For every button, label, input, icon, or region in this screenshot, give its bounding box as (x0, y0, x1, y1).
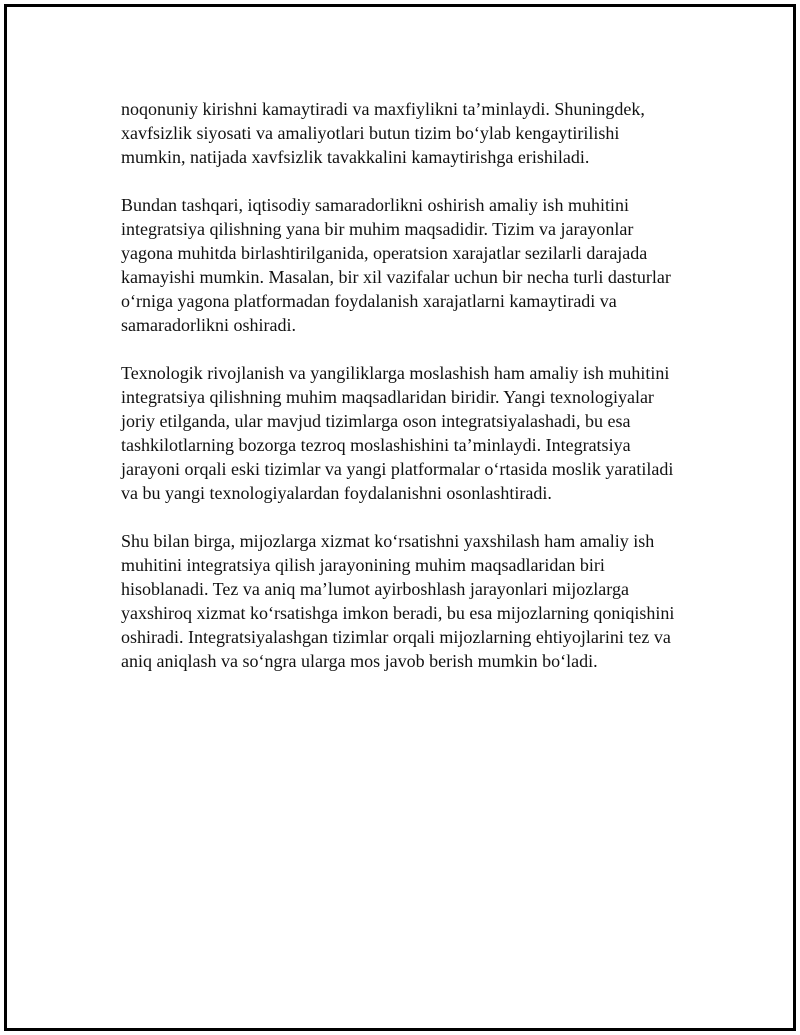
paragraph-economic-efficiency: Bundan tashqari, iqtisodiy samaradorlikni oshirish amaliy ish muhitini integratsiya qilishning yana bir muhim maqsadidir. Tizim va jarayonlar yagona muhitda birlashtirilganida, operatsion xarajatlar sezilarli darajada kamayishi mumkin. Masalan, bir xil vazifalar uchun bir necha turli dasturlar o‘rniga yagona platformadan foydalanish xarajatlarni kamaytiradi va samaradorlikni oshiradi. (121, 195, 671, 335)
paragraph-customer-service: Shu bilan birga, mijozlarga xizmat ko‘rsatishni yaxshilash ham amaliy ish muhitini integratsiya qilish jarayonining muhim maqsadlaridan biri hisoblanadi. Tez va aniq ma’lumot ayirboshlash jarayonlari mijozlarga yaxshiroq xizmat ko‘rsatishga imkon beradi, bu esa mijozlarning qoniqishini oshiradi. Integratsiyalashgan tizimlar orqali mijozlarning ehtiyojlarini tez va aniq aniqlash va so‘ngra ularga mos javob berish mumkin bo‘ladi. (121, 531, 675, 671)
paragraph-technology-adaptation: Texnologik rivojlanish va yangiliklarga moslashish ham amaliy ish muhitini integratsiya qilishning muhim maqsadlaridan biridir. Yangi texnologiyalar joriy etilganda, ular mavjud tizimlarga oson integratsiyalashadi, bu esa tashkilotlarning bozorga tezroq moslashishini ta’minlaydi. Integratsiya jarayoni orqali eski tizimlar va yangi platformalar o‘rtasida moslik yaratiladi va bu yangi texnologiyalardan foydalanishni osonlashtiradi. (121, 363, 674, 503)
paragraph-security: noqonuniy kirishni kamaytiradi va maxfiylikni ta’minlaydi. Shuningdek, xavfsizlik siyosati va amaliyotlari butun tizim bo‘ylab kengaytirilishi mumkin, natijada xavfsizlik tavakkalini kamaytirishga erishiladi. (121, 99, 645, 167)
document-body (121, 97, 701, 697)
page-frame (4, 4, 796, 1031)
